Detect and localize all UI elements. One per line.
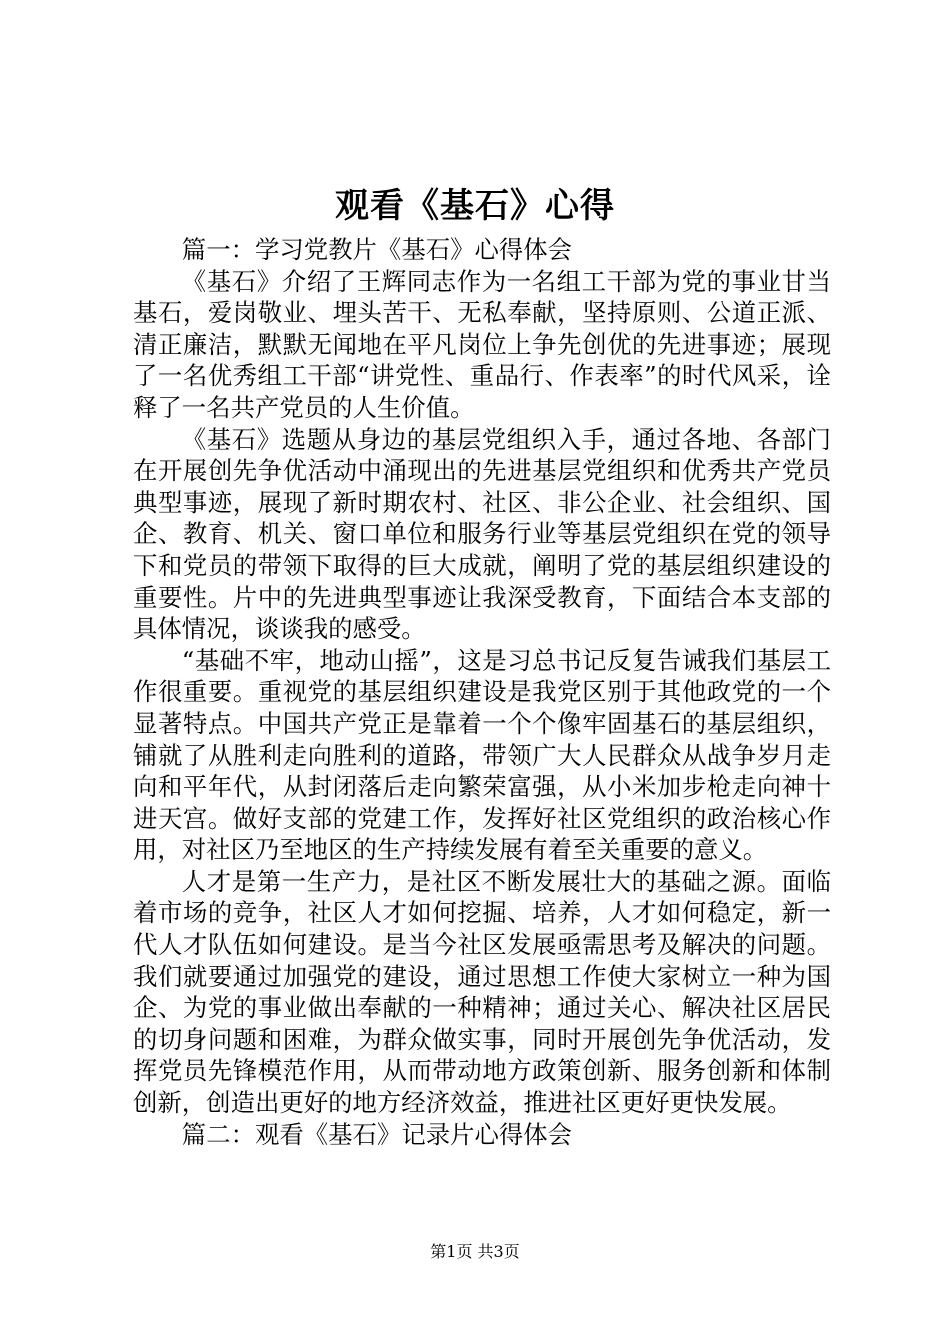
body-paragraph-4: 人才是第一生产力，是社区不断发展壮大的基础之源。面临着市场的竞争，社区人才如何挖掘、培养，人才如何稳定，新一代人才队伍如何建设。是当今社区发展亟需思考及解决的问题。我们就要通过加强党的建设，通过思想工作使大家树立一种为国企、为党的事业做出奉献的一种精神；通过关心、解决社区居民的切身问题和困难，为群众做实事，同时开展创先争优活动，发挥党员先锋模范作用，从而带动地方政策创新、服务创新和体制创新，创造出更好的地方经济效益，推进社区更好更快发展。 [133, 866, 831, 1118]
document-title: 观看《基石》心得 [335, 186, 615, 226]
page-number-footer: 第1页 共3页 [430, 1242, 520, 1261]
section-heading-2: 篇二：观看《基石》记录片心得体会 [181, 1119, 573, 1149]
document-body [133, 234, 831, 1150]
body-paragraph-3: “基础不牢，地动山摇”，这是习总书记反复告诫我们基层工作很重要。重视党的基层组织建设是我党区别于其他政党的一个显著特点。中国共产党正是靠着一个个像牢固基石的基层组织，铺就了从胜利走向胜利的道路，带领广大人民群众从战争岁月走向和平年代，从封闭落后走向繁荣富强，从小米加步枪走向神十进天宫。做好支部的党建工作，发挥好社区党组织的政治核心作用，对社区乃至地区的生产持续发展有着至关重要的意义。 [133, 645, 831, 865]
section-heading-1: 篇一：学习党教片《基石》心得体会 [181, 235, 573, 264]
body-paragraph-1: 《基石》介绍了王辉同志作为一名组工干部为党的事业甘当基石，爱岗敬业、埋头苦干、无私奉献，坚持原则、公道正派、清正廉洁，默默无闻地在平凡岗位上争先创优的先进事迹；展现了一名优秀组工干部“讲党性、重品行、作表率”的时代风采，诠释了一名共产党员的人生价值。 [133, 266, 831, 422]
body-paragraph-2: 《基石》选题从身边的基层党组织入手，通过各地、各部门在开展创先争优活动中涌现出的先进基层党组织和优秀共产党员典型事迹，展现了新时期农村、社区、非公企业、社会组织、国企、教育、机关、窗口单位和服务行业等基层党组织在党的领导下和党员的带领下取得的巨大成就，阐明了党的基层组织建设的重要性。片中的先进典型事迹让我深受教育，下面结合本支部的具体情况，谈谈我的感受。 [133, 424, 831, 644]
